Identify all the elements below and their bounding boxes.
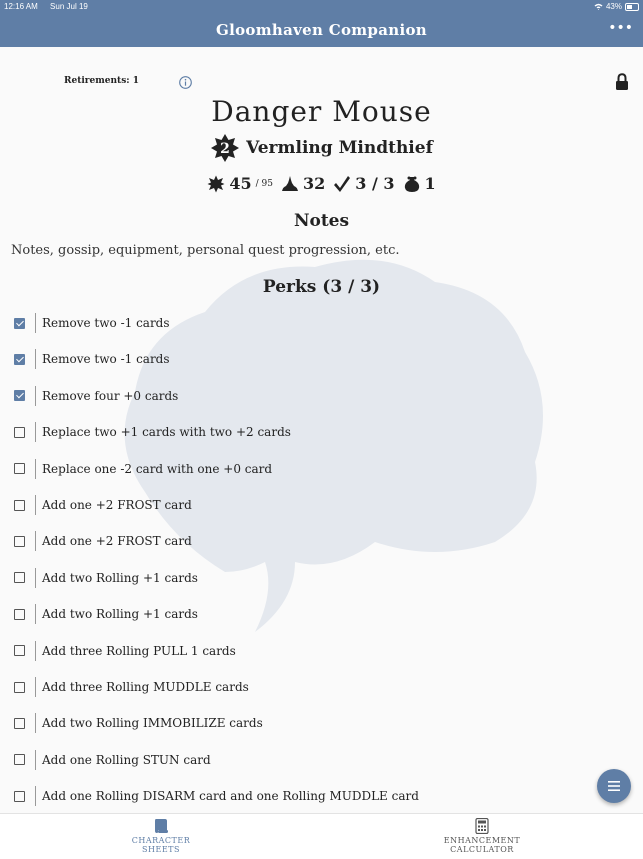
perk-label: Add two Rolling +1 cards	[42, 607, 198, 622]
pocket-items-value: 1	[424, 174, 436, 193]
gold-value: 32	[302, 174, 326, 193]
perk-row[interactable]	[14, 677, 249, 697]
perk-row[interactable]	[14, 713, 263, 733]
xp-star-icon	[207, 175, 225, 193]
status-time: 12:16 AM	[4, 2, 38, 11]
xp-stat[interactable]	[207, 174, 273, 193]
perk-row[interactable]	[14, 641, 236, 661]
stats-row	[0, 174, 643, 193]
character-sheet[interactable]	[0, 47, 643, 813]
perk-row[interactable]	[14, 313, 170, 333]
perk-label: Remove two -1 cards	[42, 352, 170, 367]
perk-row[interactable]	[14, 750, 211, 770]
tab-enhancement-calculator-line1: ENHANCEMENT	[443, 836, 521, 845]
checkmarks-stat[interactable]	[333, 174, 394, 193]
wifi-icon	[594, 3, 603, 10]
perk-checkbox[interactable]	[14, 791, 25, 802]
level-badge-icon	[210, 133, 240, 163]
more-menu-button[interactable]: •••	[608, 20, 633, 36]
perk-divider	[35, 750, 36, 770]
perk-checkbox[interactable]	[14, 754, 25, 765]
perk-label: Remove four +0 cards	[42, 388, 179, 403]
notes-field[interactable]: Notes, gossip, equipment, personal quest progression, etc.	[11, 243, 400, 258]
perk-label: Add one Rolling DISARM card and one Rolling MUDDLE card	[42, 789, 419, 804]
perk-checkbox[interactable]	[14, 645, 25, 656]
perk-divider	[35, 349, 36, 369]
perk-checkbox[interactable]	[14, 536, 25, 547]
perk-divider	[35, 713, 36, 733]
app-title: Gloomhaven Companion	[216, 21, 427, 39]
perk-divider	[35, 495, 36, 515]
perk-row[interactable]	[14, 422, 291, 442]
menu-fab-button[interactable]	[597, 769, 631, 803]
perk-label: Replace two +1 cards with two +2 cards	[42, 425, 291, 440]
perk-label: Add two Rolling +1 cards	[42, 570, 198, 585]
perk-divider	[35, 386, 36, 406]
perk-divider	[35, 677, 36, 697]
perk-label: Add two Rolling IMMOBILIZE cards	[42, 716, 263, 731]
perk-label: Add three Rolling PULL 1 cards	[42, 643, 236, 658]
perk-row[interactable]	[14, 386, 178, 406]
xp-value: 45	[229, 174, 252, 193]
perk-divider	[35, 568, 36, 588]
perk-row[interactable]	[14, 604, 198, 624]
perk-row[interactable]	[14, 786, 419, 806]
perk-label: Add one Rolling STUN card	[42, 752, 211, 767]
perk-divider	[35, 641, 36, 661]
perk-row[interactable]	[14, 568, 198, 588]
tab-enhancement-calculator-line2: CALCULATOR	[450, 845, 514, 854]
perk-checkbox[interactable]	[14, 609, 25, 620]
calculator-icon	[475, 818, 489, 834]
app-bar	[0, 14, 643, 47]
gold-stat[interactable]	[281, 174, 325, 193]
status-bar	[0, 0, 643, 14]
checkmark-icon	[333, 175, 351, 193]
perk-divider	[35, 531, 36, 551]
perk-row[interactable]	[14, 531, 192, 551]
checkmarks-value: 3 / 3	[355, 174, 395, 193]
tab-enhancement-calculator[interactable]	[422, 818, 542, 854]
retirements-label: Retirements: 1	[64, 76, 139, 86]
perk-checkbox[interactable]	[14, 318, 25, 329]
level-number: 2	[220, 141, 230, 157]
perk-checkbox[interactable]	[14, 572, 25, 583]
perks-heading: Perks (3 / 3)	[262, 277, 381, 297]
perk-row[interactable]	[14, 459, 272, 479]
tab-character-sheets[interactable]	[101, 818, 221, 854]
perk-divider	[35, 459, 36, 479]
perk-checkbox[interactable]	[14, 463, 25, 474]
perk-row[interactable]	[14, 349, 170, 369]
perk-divider	[35, 422, 36, 442]
perk-divider	[35, 313, 36, 333]
perk-label: Add one +2 FROST card	[42, 534, 192, 549]
perk-divider	[35, 604, 36, 624]
perk-label: Add one +2 FROST card	[42, 498, 192, 512]
perk-checkbox[interactable]	[14, 682, 25, 693]
perk-row[interactable]	[14, 495, 192, 515]
perk-label: Replace one -2 card with one +0 card	[42, 461, 273, 476]
perk-label: Add three Rolling MUDDLE cards	[42, 680, 249, 694]
character-name[interactable]: Danger Mouse	[211, 95, 432, 128]
scroll-icon	[153, 818, 169, 834]
class-row	[0, 133, 643, 163]
status-date: Sun Jul 19	[50, 2, 88, 11]
menu-lines-icon	[608, 781, 620, 791]
pouch-icon	[403, 175, 421, 193]
perk-checkbox[interactable]	[14, 500, 25, 511]
gold-pile-icon	[281, 175, 299, 193]
tab-character-sheets-line1: CHARACTER	[131, 836, 191, 845]
perk-label: Remove two -1 cards	[42, 316, 170, 330]
xp-next-value: / 95	[255, 178, 273, 189]
perk-checkbox[interactable]	[14, 427, 25, 438]
battery-icon	[625, 3, 639, 11]
pocket-items-stat[interactable]	[403, 174, 436, 193]
class-name: Vermling Mindthief	[246, 138, 433, 158]
perk-divider	[35, 786, 36, 806]
notes-heading: Notes	[293, 211, 350, 231]
lock-icon[interactable]	[615, 73, 629, 91]
tab-character-sheets-line2: SHEETS	[142, 845, 180, 854]
perk-checkbox[interactable]	[14, 718, 25, 729]
perk-checkbox[interactable]	[14, 354, 25, 365]
battery-percent: 43%	[605, 2, 622, 11]
bottom-tab-bar	[0, 813, 643, 859]
info-icon[interactable]	[179, 76, 192, 89]
perk-checkbox[interactable]	[14, 390, 25, 401]
